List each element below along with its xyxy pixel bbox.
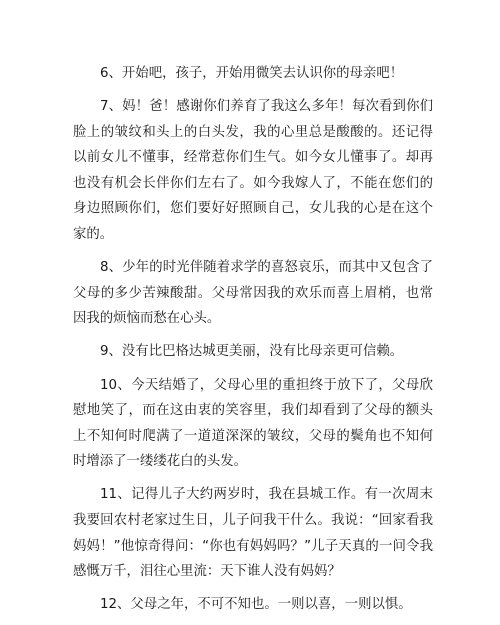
- paragraph-11: 11、记得儿子大约两岁时，我在县城工作。有一次周末我要回农村老家过生日，儿子问我干什么。我说：“回家看我妈妈！”他惊奇得问：“你也有妈妈吗？”儿子天真的一问令我感慨万千，泪往心里流：天下谁人没有妈妈？: [73, 487, 433, 580]
- paragraph-12: 12、父母之年，不可不知也。一则以喜，一则以惧。: [100, 597, 412, 613]
- paragraph-7: 7、妈！爸！感谢你们养育了我这么多年！每次看到你们脸上的皱纹和头上的白头发，我的心里总是酸酸的。还记得以前女儿不懂事，经常惹你们生气。如今女儿懂事了。却再也没有机会长伴你们左右了。如今我嫁人了，不能在您们的身边照顾你们，您们要好好照顾自己，女儿我的心是在这个家的。: [73, 99, 433, 243]
- paragraph-10: 10、今天结婚了，父母心里的重担终于放下了，父母欣慰地笑了，而在这由衷的笑容里，我们却看到了父母的额头上不知何时爬满了一道道深深的皱纹，父母的鬓角也不知何时增添了一缕缕花白的头发。: [73, 377, 433, 470]
- paragraph-6: 6、开始吧，孩子，开始用微笑去认识你的母亲吧！: [100, 66, 404, 81]
- paragraph-9: 9、没有比巴格达城更美丽，没有比母亲更可信赖。: [100, 344, 404, 360]
- article-body: [73, 61, 433, 625]
- paragraph-8: 8、少年的时光伴随着求学的喜怒哀乐，而其中又包含了父母的多少苦辣酸甜。父母常因我的欢乐而喜上眉梢，也常因我的烦恼而愁在心头。: [73, 260, 433, 327]
